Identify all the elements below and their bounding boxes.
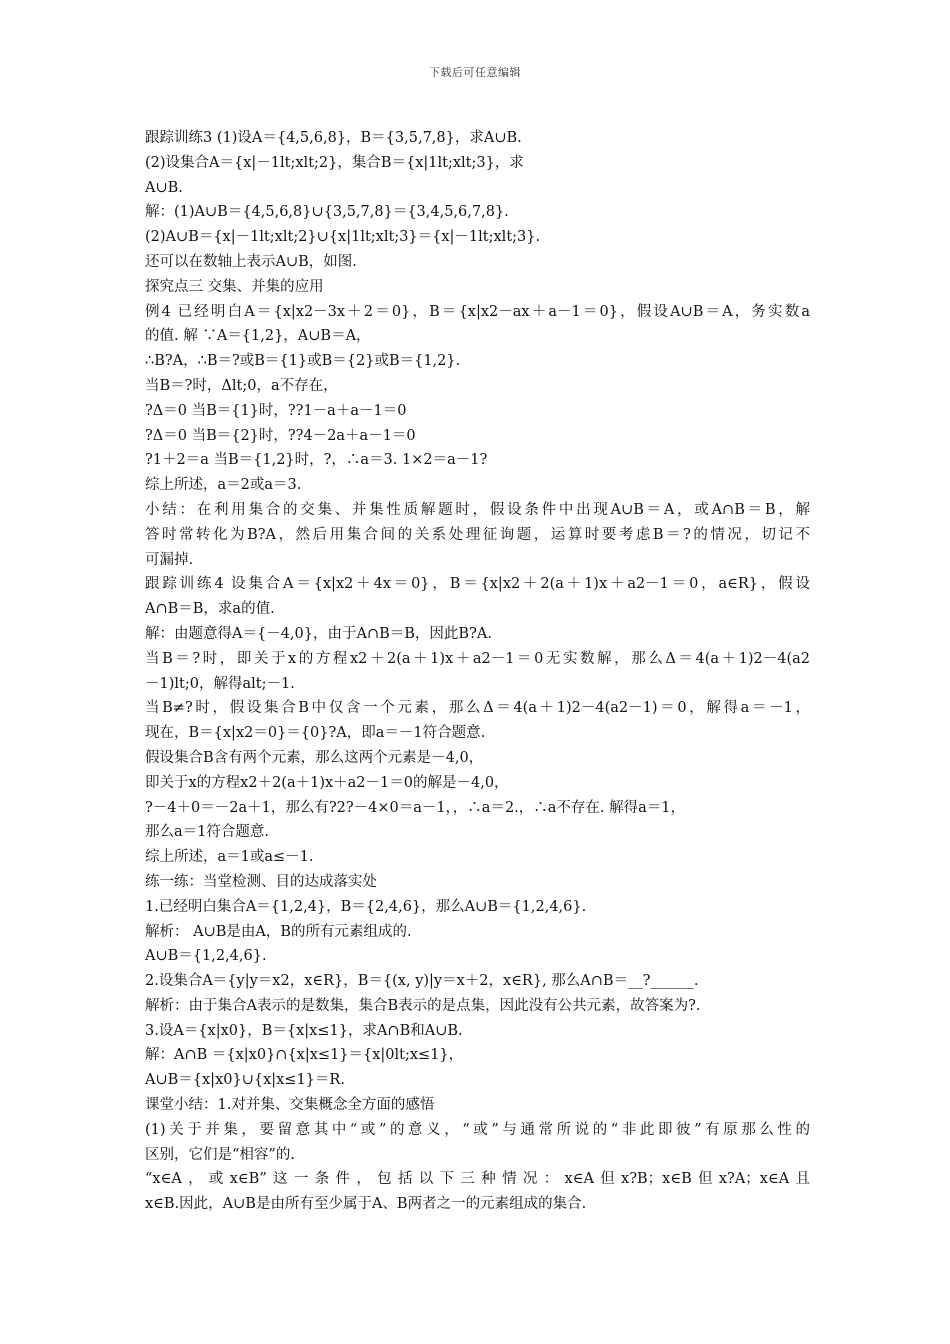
text-line: 练一练：当堂检测、目的达成落实处: [145, 873, 377, 890]
text-line: A∩B＝B，求a的值.: [145, 601, 275, 618]
text-line: 跟踪训练3 (1)设A＝{4,5,6,8}，B＝{3,5,7,8}，求A∪B.: [145, 130, 522, 146]
text-line: (2)A∪B＝{x|－1lt;xlt;2}∪{x|1lt;xlt;3}＝{x|－1lt;xlt;3}.: [145, 229, 541, 246]
text-line: 区别，它们是“相容”的.: [145, 1146, 295, 1163]
text-line: 解：(1)A∪B＝{4,5,6,8}∪{3,5,7,8}＝{3,4,5,6,7,8}.: [145, 204, 509, 221]
text-line: 可漏掉.: [145, 551, 194, 568]
text-line: －1)lt;0，解得alt;－1.: [145, 675, 295, 692]
text-line: (2)设集合A＝{x|－1lt;xlt;2}，集合B＝{x|1lt;xlt;3}，求: [145, 154, 524, 171]
text-line: 综上所述，a＝1或a≤－1.: [145, 849, 314, 866]
text-line: A∪B＝{x|x0}∪{x|x≤1}＝R.: [145, 1072, 345, 1089]
text-line: 还可以在数轴上表示A∪B，如图.: [145, 253, 357, 270]
text-line: 小结：在利用集合的交集、并集性质解题时，假设条件中出现A∪B＝A，或A∩B＝B，解: [145, 501, 810, 518]
text-line: 跟踪训练4 设集合A＝{x|x2＋4x＝0}，B＝{x|x2＋2(a＋1)x＋a2－1＝0，a∈R}，假设: [145, 576, 810, 593]
text-line: 那么a＝1符合题意.: [145, 824, 269, 841]
text-line: 课堂小结：1.对并集、交集概念全方面的感悟: [145, 1097, 435, 1114]
text-line: 解析： A∪B是由A，B的所有元素组成的.: [145, 923, 412, 940]
text-line: 当B＝?时，即关于x的方程x2＋2(a＋1)x＋a2－1＝0无实数解，那么Δ＝4(a＋1)2－4(a2: [145, 650, 810, 667]
text-line: 当B＝?时，Δlt;0，a不存在，: [145, 377, 338, 394]
text-line: 2.设集合A＝{y|y＝x2，x∈R}，B＝{(x, y)|y＝x＋2，x∈R}, 那么A∩B＝__?______.: [145, 973, 699, 990]
text-line: A∪B.: [145, 179, 183, 196]
text-line: 答时常转化为B?A，然后用集合间的关系处理征询题，运算时要考虑B＝?的情况，切记不: [145, 526, 810, 543]
text-line: A∪B＝{1,2,4,6}.: [145, 948, 267, 965]
text-line: ?－4＋0＝－2a＋1，那么有?2?－4×0＝a－1，，∴a＝2.，∴a不存在. 解得a＝1，: [145, 799, 686, 816]
page-header: 下载后可任意编辑: [429, 66, 521, 79]
text-line: 解析：由于集合A表示的是数集，集合B表示的是点集，因此没有公共元素，故答案为?.: [145, 997, 701, 1014]
text-line: 例4 已经明白A＝{x|x2－3x＋2＝0}，B＝{x|x2－ax＋a－1＝0}，假设A∪B＝A，务实数a: [145, 303, 810, 320]
text-line: (1)关于并集，要留意其中“或”的意义，“或”与通常所说的“非此即彼”有原那么性的: [145, 1121, 810, 1138]
text-line: 3.设A＝{x|x0}，B＝{x|x≤1}，求A∩B和A∪B.: [145, 1022, 463, 1039]
text-line: 解：A∩B ＝{x|x0}∩{x|x≤1}＝{x|0lt;x≤1}，: [145, 1047, 464, 1064]
text-line: 当B≠?时，假设集合B中仅含一个元素，那么Δ＝4(a＋1)2－4(a2－1)＝0，解得a＝－1，: [145, 700, 810, 717]
text-line: ?Δ＝0 当B＝{1}时，??1－a＋a－1＝0: [145, 402, 407, 419]
text-line: “x∈A，或x∈B”这一条件，包括以下三种情况：x∈A但x?B；x∈B但x?A；x∈A且: [145, 1171, 810, 1188]
text-line: 综上所述，a＝2或a＝3.: [145, 477, 302, 494]
document-body: [145, 126, 810, 1217]
text-line: ∴B?A，∴B＝?或B＝{1}或B＝{2}或B＝{1,2}.: [145, 353, 461, 370]
text-line: 的值. 解 ∵A＝{1,2}，A∪B＝A，: [145, 328, 371, 345]
text-line: 即关于x的方程x2＋2(a＋1)x＋a2－1＝0的解是－4,0，: [145, 774, 509, 791]
text-line: x∈B.因此，A∪B是由所有至少属于A、B两者之一的元素组成的集合.: [145, 1196, 587, 1213]
text-line: 1.已经明白集合A＝{1,2,4}，B＝{2,4,6}，那么A∪B＝{1,2,4,6}.: [145, 898, 587, 915]
text-line: 假设集合B含有两个元素，那么这两个元素是－4,0，: [145, 749, 484, 766]
text-line: ?1＋2＝a 当B＝{1,2}时，?，∴a＝3. 1×2＝a－1?: [145, 452, 488, 469]
text-line: ?Δ＝0 当B＝{2}时，??4－2a＋a－1＝0: [145, 427, 416, 444]
text-line: 现在，B＝{x|x2＝0}＝{0}?A，即a＝－1符合题意.: [145, 725, 486, 742]
text-line: 解：由题意得A＝{－4,0}，由于A∩B＝B，因此B?A.: [145, 625, 492, 642]
text-line: 探究点三 交集、并集的应用: [145, 278, 324, 295]
